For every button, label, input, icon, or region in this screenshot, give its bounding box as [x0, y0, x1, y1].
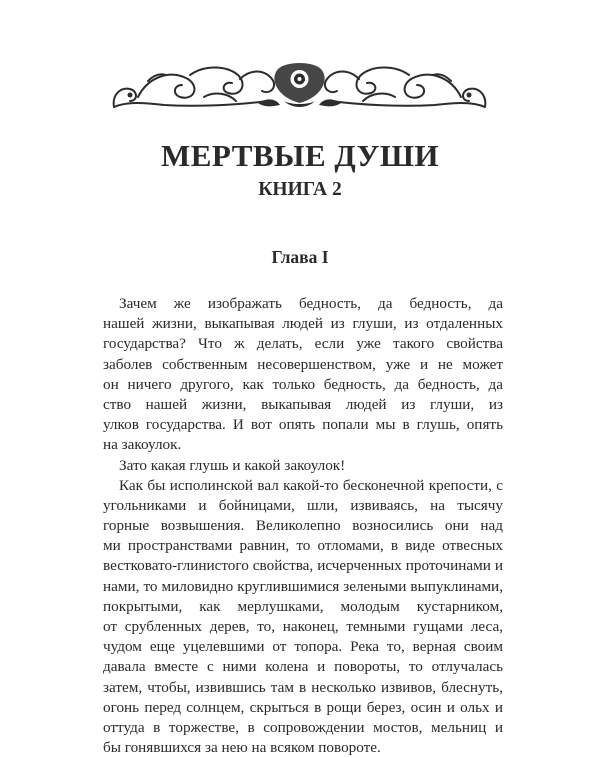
text-line: затем, чтобы, извившись там в несколько извивов, блеснуть, [103, 678, 503, 696]
text-line: чудом еще уцелевшими от топора. Река то, верная своим [103, 638, 503, 656]
text-line: Как бы исполинской вал какой-то бесконечной крепости, с [119, 476, 503, 494]
text-line: Зато какая глушь и какой закоулок! [119, 456, 346, 474]
paragraph-3 [103, 476, 503, 758]
text-line: ство нашей жизни, выкапывая людей из глуши, из [103, 395, 503, 413]
text-line: давала вместе с ними колена и повороты, то отлучалась [103, 658, 503, 676]
text-line: государства? Что ж делать, если уже такого свойства [103, 335, 503, 353]
text-line: ми пространствами равнин, то отломами, в виде отвесных [103, 537, 503, 555]
text-line: заболев собственным несовершенством, уже и не может [103, 355, 503, 373]
paragraph-2 [103, 456, 503, 476]
text-line: оттуда в торжестве, в сопровождении мостов, мельниц и [103, 718, 503, 736]
body-text [103, 294, 503, 758]
text-line: нами, то миловидно круглившимися зелеными выпуклинами, [103, 577, 503, 595]
text-line: огонь перед солнцем, скрыться в рощи берез, осин и ольх и [103, 698, 503, 716]
text-line: улков государства. И вот опять попали мы в глушь, опять [103, 416, 503, 434]
decorative-ornament-header [108, 57, 491, 115]
text-line: бы гонявшихся за нею на всяком повороте. [103, 739, 381, 757]
text-line: покрытыми, как мерлушками, молодым кустарником, [103, 597, 503, 615]
text-line: вестковато-глинистого свойства, исчерченных проточинами и [103, 557, 503, 575]
book-subtitle: КНИГА 2 [258, 179, 342, 200]
text-line: он ничего другого, как только бедность, да бедность, да [103, 375, 503, 393]
text-line: от срубленных дерев, то, наконец, темными гущами леса, [103, 618, 503, 635]
paragraph-1 [103, 294, 503, 456]
text-line: Зачем же изображать бедность, да бедность, да [119, 295, 503, 312]
text-line: нашей жизни, выкапывая людей из глуши, из отдаленных [103, 315, 503, 333]
text-line: угольниками и бойницами, шли, извиваясь, на тысячу [103, 496, 503, 514]
text-line: горные возвышения. Великолепно возносились они над [103, 517, 503, 535]
chapter-heading: Глава I [271, 247, 329, 267]
text-line: на закоулок. [103, 436, 182, 454]
book-title: МЕРТВЫЕ ДУШИ [160, 138, 440, 173]
